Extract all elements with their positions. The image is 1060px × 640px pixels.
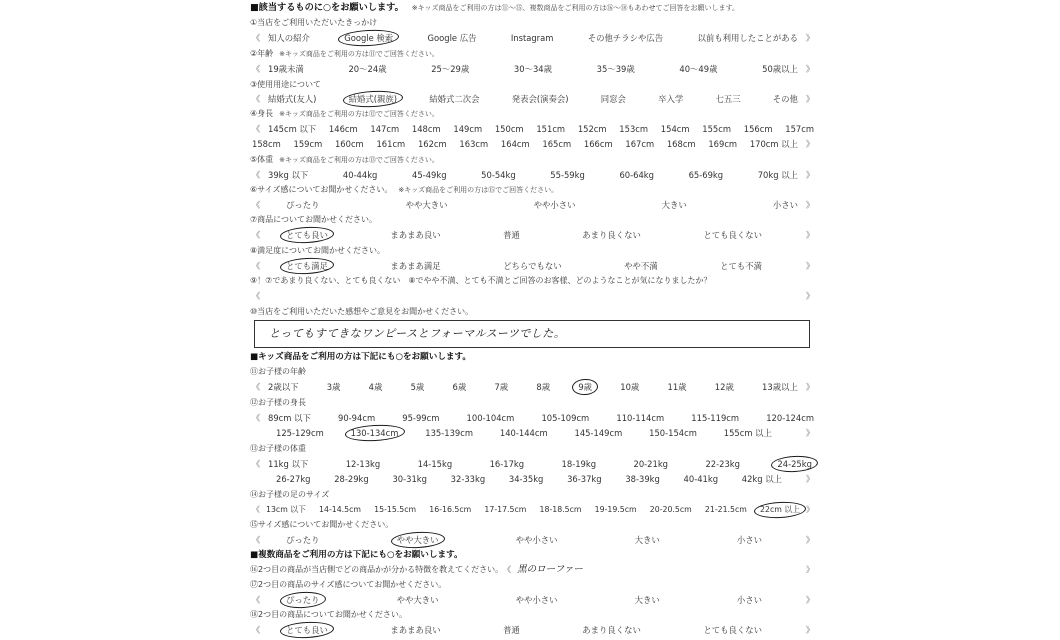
option[interactable]: 115-119cm <box>691 413 740 423</box>
bracket-close: 》 <box>805 625 815 635</box>
option[interactable]: 14-15kg <box>417 459 453 469</box>
question-5-options <box>250 167 816 183</box>
option[interactable]: 147cm <box>370 124 400 134</box>
option[interactable]: 13歳以上 <box>762 382 798 392</box>
bracket-close: 》 <box>805 64 815 74</box>
question-4-label: ④身長 ※キッズ商品をご利用の方は⑫でご回答ください。 <box>250 109 439 118</box>
question-13-option-list <box>250 471 804 487</box>
bracket-open: 《 <box>251 230 261 240</box>
bracket-open: 《 <box>251 261 261 271</box>
question-10-label: ⑩当店をご利用いただいた感想やご意見をお聞かせください。 <box>250 307 474 316</box>
bracket-open: 《 <box>251 64 261 74</box>
option[interactable]: 153cm <box>619 124 649 134</box>
option[interactable]: 32-33kg <box>450 474 486 484</box>
option-circled[interactable]: Google 検索 <box>342 30 395 46</box>
option[interactable]: 普通 <box>503 230 520 240</box>
option[interactable]: まあまあ満足 <box>390 261 441 271</box>
option[interactable]: 卒入学 <box>658 94 684 104</box>
question-12-label: ⑫お子様の身長 <box>250 398 306 407</box>
option[interactable]: 4歳 <box>368 382 383 392</box>
question-4-options-row1 <box>250 121 816 137</box>
option-circled[interactable]: 130-134cm <box>349 425 401 441</box>
bracket-close: 》 <box>806 505 814 514</box>
question-4-option-list <box>250 136 804 152</box>
question-2-label: ②年齢 ※キッズ商品をご利用の方は⑪でご回答ください。 <box>250 49 439 58</box>
bracket-open: 《 <box>251 94 261 104</box>
question-18-options <box>250 622 816 638</box>
bracket-close: 》 <box>805 291 815 301</box>
form-title: ■該当するものに○をお願いします。 <box>250 2 404 13</box>
question-16-label: ⑯2つ目の商品が当店側でどの商品かが分かる特徴を教えてください。 <box>250 565 504 574</box>
question-13-options-row1 <box>250 456 816 472</box>
option[interactable]: 155cm <box>702 124 732 134</box>
option[interactable]: 18-18.5cm <box>539 505 582 514</box>
option[interactable]: 13cm 以下 <box>266 505 306 514</box>
option[interactable]: 50-54kg <box>481 170 516 180</box>
bracket-open: 《 <box>503 565 512 574</box>
question-11-options <box>250 379 816 395</box>
option[interactable]: 39kg 以下 <box>268 170 309 180</box>
question-17-label: ⑰2つ目の商品のサイズ感についてお聞かせください。 <box>250 580 447 589</box>
option[interactable]: 5歳 <box>410 382 425 392</box>
option[interactable]: 165cm <box>542 139 572 149</box>
question-7-option-list <box>262 227 804 243</box>
option[interactable]: 100-104cm <box>466 413 515 423</box>
option[interactable]: 35〜39歳 <box>596 64 635 74</box>
question-4-options-row2 <box>250 136 816 152</box>
question-18-label: ⑱2つ目の商品についてお聞かせください。 <box>250 610 407 619</box>
form-heading <box>250 0 816 16</box>
option[interactable]: 19歳未満 <box>268 64 304 74</box>
option[interactable]: 26-27kg <box>276 474 311 484</box>
option[interactable]: 146cm <box>328 124 358 134</box>
option[interactable]: その他 <box>772 94 798 104</box>
option[interactable]: 169cm <box>708 139 738 149</box>
question-15-options <box>250 532 816 548</box>
option[interactable]: 16-16.5cm <box>429 505 472 514</box>
option[interactable]: ぴったり <box>286 535 320 545</box>
option[interactable]: 6歳 <box>452 382 467 392</box>
option-circled[interactable]: とても満足 <box>284 258 330 274</box>
bracket-open: 《 <box>251 291 261 301</box>
option[interactable]: 160cm <box>334 139 364 149</box>
question-1-options <box>250 30 816 46</box>
option[interactable]: 8歳 <box>536 382 551 392</box>
bracket-open: 《 <box>252 505 260 514</box>
option[interactable]: 21-21.5cm <box>704 505 747 514</box>
option[interactable]: とても良くない <box>703 625 762 635</box>
option[interactable]: 15-15.5cm <box>374 505 417 514</box>
option[interactable]: Google 広告 <box>427 33 477 43</box>
option[interactable]: まあまあ良い <box>390 625 441 635</box>
option[interactable]: やや小さい <box>515 535 558 545</box>
question-17-options <box>250 592 816 608</box>
option[interactable]: 163cm <box>459 139 489 149</box>
question-9-label: ⑨！⑦であまり良くない、とても良くない ⑧でやや不満、とても不満とご回答のお客様、どのようなことが気になりましたか？ <box>250 276 712 285</box>
question-6-label: ⑥サイズ感についてお聞かせください。 ※キッズ商品をご利用の方は⑮でご回答ください。 <box>250 185 559 194</box>
option[interactable]: 2歳以下 <box>268 382 299 392</box>
option[interactable]: 168cm <box>666 139 696 149</box>
option[interactable]: 34-35kg <box>508 474 544 484</box>
form-instruction-note: ※キッズ商品をご利用の方は⑪〜⑮、複数商品をご利用の方は⑯〜⑱もあわせてご回答をお願いします。 <box>411 4 739 12</box>
option-circled[interactable]: 9歳 <box>576 379 594 395</box>
bracket-open: 《 <box>251 124 261 134</box>
option[interactable]: 166cm <box>583 139 613 149</box>
question-1-label: ①当店をご利用いただいたきっかけ <box>250 18 378 27</box>
option[interactable]: 大きい <box>634 595 660 605</box>
bracket-open: 《 <box>251 459 261 469</box>
question-10-comment-box[interactable] <box>254 320 810 348</box>
option[interactable]: 以前も利用したことがある <box>697 33 798 43</box>
option[interactable]: 159cm <box>293 139 323 149</box>
option[interactable]: あまり良くない <box>582 625 641 635</box>
option[interactable]: 120-124cm <box>766 413 814 423</box>
bracket-open: 《 <box>251 200 261 210</box>
bracket-close: 》 <box>805 428 815 438</box>
bracket-open: 《 <box>251 170 261 180</box>
option[interactable]: 36-37kg <box>567 474 602 484</box>
option[interactable]: 149cm <box>453 124 483 134</box>
question-3-options <box>250 91 816 107</box>
option[interactable]: 小さい <box>736 535 762 545</box>
option[interactable]: 七五三 <box>715 94 741 104</box>
option-circled[interactable]: 結婚式(親族) <box>347 91 399 107</box>
option[interactable]: 28-29kg <box>334 474 369 484</box>
question-14-option-list <box>262 502 804 518</box>
option[interactable]: 170cm 以上 <box>749 139 798 149</box>
question-2-option-list <box>262 61 804 77</box>
option[interactable]: 164cm <box>500 139 530 149</box>
question-1-option-list <box>262 30 804 46</box>
question-2-options <box>250 61 816 77</box>
option[interactable]: 50歳以上 <box>762 64 798 74</box>
option[interactable]: 145-149cm <box>574 428 623 438</box>
option[interactable]: 小さい <box>772 200 798 210</box>
option[interactable]: ぴったり <box>286 200 320 210</box>
option[interactable]: あまり良くない <box>582 230 641 240</box>
option[interactable]: 40〜49歳 <box>679 64 718 74</box>
option[interactable]: 10歳 <box>620 382 640 392</box>
option[interactable]: 知人の紹介 <box>268 33 310 43</box>
option[interactable]: 19-19.5cm <box>594 505 637 514</box>
option[interactable]: 12-13kg <box>345 459 381 469</box>
question-18-option-list <box>262 622 804 638</box>
question-16-handwritten-answer[interactable]: 黒のローファー <box>517 564 583 575</box>
option[interactable]: 150cm <box>494 124 524 134</box>
bracket-open: 《 <box>251 625 261 635</box>
multi-section-title: ■複数商品をご利用の方は下記にも○をお願いします。 <box>250 550 463 560</box>
option[interactable]: 14-14.5cm <box>319 505 362 514</box>
option[interactable]: 150-154cm <box>649 428 697 438</box>
bracket-close: 》 <box>805 230 815 240</box>
option[interactable]: 90-94cm <box>338 413 376 423</box>
bracket-open: 《 <box>251 413 261 423</box>
option[interactable]: 157cm <box>785 124 814 134</box>
option[interactable]: 156cm <box>743 124 773 134</box>
question-3-option-list <box>262 91 804 107</box>
question-5-label: ⑤体重 ※キッズ商品をご利用の方は⑬でご回答ください。 <box>250 155 439 164</box>
option[interactable]: 161cm <box>376 139 406 149</box>
option[interactable]: 152cm <box>577 124 607 134</box>
bracket-close: 》 <box>805 474 815 484</box>
option[interactable]: 40-41kg <box>683 474 719 484</box>
question-11-label: ⑪お子様の年齢 <box>250 367 306 376</box>
question-9-answer[interactable] <box>250 288 816 304</box>
option[interactable]: 結婚式二次会 <box>429 94 480 104</box>
option[interactable]: 38-39kg <box>625 474 660 484</box>
option[interactable]: 17-17.5cm <box>484 505 527 514</box>
question-12-options-row2 <box>250 425 816 441</box>
question-8-options <box>250 258 816 274</box>
question-8-label: ⑧満足度についてお聞かせください。 <box>250 246 386 255</box>
option[interactable]: やや不満 <box>624 261 658 271</box>
question-15-option-list <box>262 532 804 548</box>
question-7-label: ⑦商品についてお聞かせください。 <box>250 215 378 224</box>
option[interactable]: やや大きい <box>396 595 439 605</box>
option[interactable]: 145cm 以下 <box>268 124 317 134</box>
option[interactable]: 45-49kg <box>412 170 447 180</box>
option[interactable]: 11kg 以下 <box>268 459 309 469</box>
option[interactable]: 140-144cm <box>499 428 548 438</box>
kids-section-title: ■キッズ商品をご利用の方は下記にも○をお願いします。 <box>250 352 472 362</box>
option[interactable]: 20-20.5cm <box>649 505 692 514</box>
option[interactable]: まあまあ良い <box>390 230 441 240</box>
bracket-close: 》 <box>805 261 815 271</box>
bracket-close: 》 <box>805 170 815 180</box>
option[interactable]: 151cm <box>536 124 566 134</box>
question-3-label: ③使用用途について <box>250 80 322 89</box>
question-16-row <box>250 562 816 578</box>
option[interactable]: 110-114cm <box>616 413 665 423</box>
option[interactable]: 42kg 以上 <box>741 474 782 484</box>
option[interactable]: どちらでもない <box>503 261 562 271</box>
question-8-option-list <box>262 258 804 274</box>
option[interactable]: 普通 <box>503 625 520 635</box>
question-7-options <box>250 227 816 243</box>
option-circled[interactable]: 24-25kg <box>775 456 814 472</box>
bracket-close: 》 <box>805 535 815 545</box>
option[interactable]: 105-109cm <box>541 413 590 423</box>
option[interactable]: 135-139cm <box>425 428 474 438</box>
option[interactable]: やや小さい <box>515 595 558 605</box>
option[interactable]: 20-21kg <box>633 459 669 469</box>
bracket-close: 》 <box>805 595 815 605</box>
option[interactable]: 95-99cm <box>402 413 440 423</box>
option[interactable]: 155cm 以上 <box>723 428 772 438</box>
bracket-open: 《 <box>251 535 261 545</box>
option[interactable]: 158cm <box>252 139 281 149</box>
option[interactable]: その他チラシや広告 <box>587 33 664 43</box>
option[interactable]: 154cm <box>660 124 690 134</box>
option[interactable]: 70kg 以上 <box>757 170 798 180</box>
option[interactable]: 発表会(演奏会) <box>511 94 569 104</box>
option[interactable]: 16-17kg <box>489 459 525 469</box>
option[interactable]: 22-23kg <box>705 459 740 469</box>
option-circled[interactable]: ぴったり <box>284 592 322 608</box>
bracket-open: 《 <box>251 382 261 392</box>
bracket-close: 》 <box>805 382 815 392</box>
option[interactable]: 大きい <box>661 200 687 210</box>
option[interactable]: やや大きい <box>405 200 448 210</box>
bracket-close: 》 <box>806 565 814 574</box>
bracket-close: 》 <box>805 139 815 149</box>
option[interactable]: 大きい <box>634 535 660 545</box>
handwritten-comment: とってもすてきなワンピースとフォーマルスーツでした。 <box>269 327 566 340</box>
option[interactable]: 65-69kg <box>688 170 724 180</box>
bracket-open: 《 <box>251 595 261 605</box>
question-14-options <box>250 502 816 518</box>
option[interactable]: 18-19kg <box>561 459 597 469</box>
question-4-option-list <box>262 121 816 137</box>
bracket-close: 》 <box>805 94 815 104</box>
option[interactable]: 結婚式(友人) <box>268 94 317 104</box>
question-6-options <box>250 197 816 213</box>
question-15-label: ⑮サイズ感についてお聞かせください。 <box>250 520 394 529</box>
option[interactable]: 同窓会 <box>600 94 626 104</box>
question-13-option-list <box>262 456 816 472</box>
question-11-option-list <box>262 379 804 395</box>
question-12-options-row1 <box>250 410 816 426</box>
option[interactable]: 20〜24歳 <box>348 64 387 74</box>
question-13-label: ⑬お子様の体重 <box>250 444 306 453</box>
option[interactable]: 3歳 <box>326 382 341 392</box>
option[interactable]: 40-44kg <box>342 170 378 180</box>
option[interactable]: 89cm 以下 <box>268 413 311 423</box>
question-6-option-list <box>262 197 804 213</box>
bracket-close: 》 <box>805 33 815 43</box>
option[interactable]: 小さい <box>736 595 762 605</box>
option[interactable]: 148cm <box>411 124 441 134</box>
question-13-options-row2 <box>250 471 816 487</box>
survey-form <box>250 0 816 640</box>
option-circled[interactable]: やや大きい <box>395 532 441 548</box>
option[interactable]: 30〜34歳 <box>513 64 552 74</box>
option[interactable]: やや小さい <box>533 200 576 210</box>
question-12-option-list <box>250 425 804 441</box>
option[interactable]: 167cm <box>625 139 655 149</box>
question-12-option-list <box>262 410 816 426</box>
question-14-label: ⑭お子様の足のサイズ <box>250 490 330 499</box>
question-5-option-list <box>262 167 804 183</box>
option[interactable]: 12歳 <box>714 382 734 392</box>
option-circled[interactable]: とても良い <box>284 227 330 243</box>
option[interactable]: Instagram <box>510 33 554 43</box>
option[interactable]: 11歳 <box>667 382 687 392</box>
bracket-open: 《 <box>251 33 261 43</box>
option[interactable]: 125-129cm <box>276 428 324 438</box>
option[interactable]: 55-59kg <box>550 170 585 180</box>
option-circled[interactable]: 22cm 以上 <box>758 502 802 518</box>
option[interactable]: 25〜29歳 <box>431 64 470 74</box>
option[interactable]: 60-64kg <box>619 170 654 180</box>
bracket-close: 》 <box>805 200 815 210</box>
question-17-option-list <box>262 592 804 608</box>
option-circled[interactable]: とても良い <box>284 622 330 638</box>
option[interactable]: とても良くない <box>703 230 762 240</box>
option[interactable]: 7歳 <box>494 382 509 392</box>
option[interactable]: とても不満 <box>720 261 762 271</box>
option[interactable]: 162cm <box>417 139 447 149</box>
option[interactable]: 30-31kg <box>392 474 427 484</box>
